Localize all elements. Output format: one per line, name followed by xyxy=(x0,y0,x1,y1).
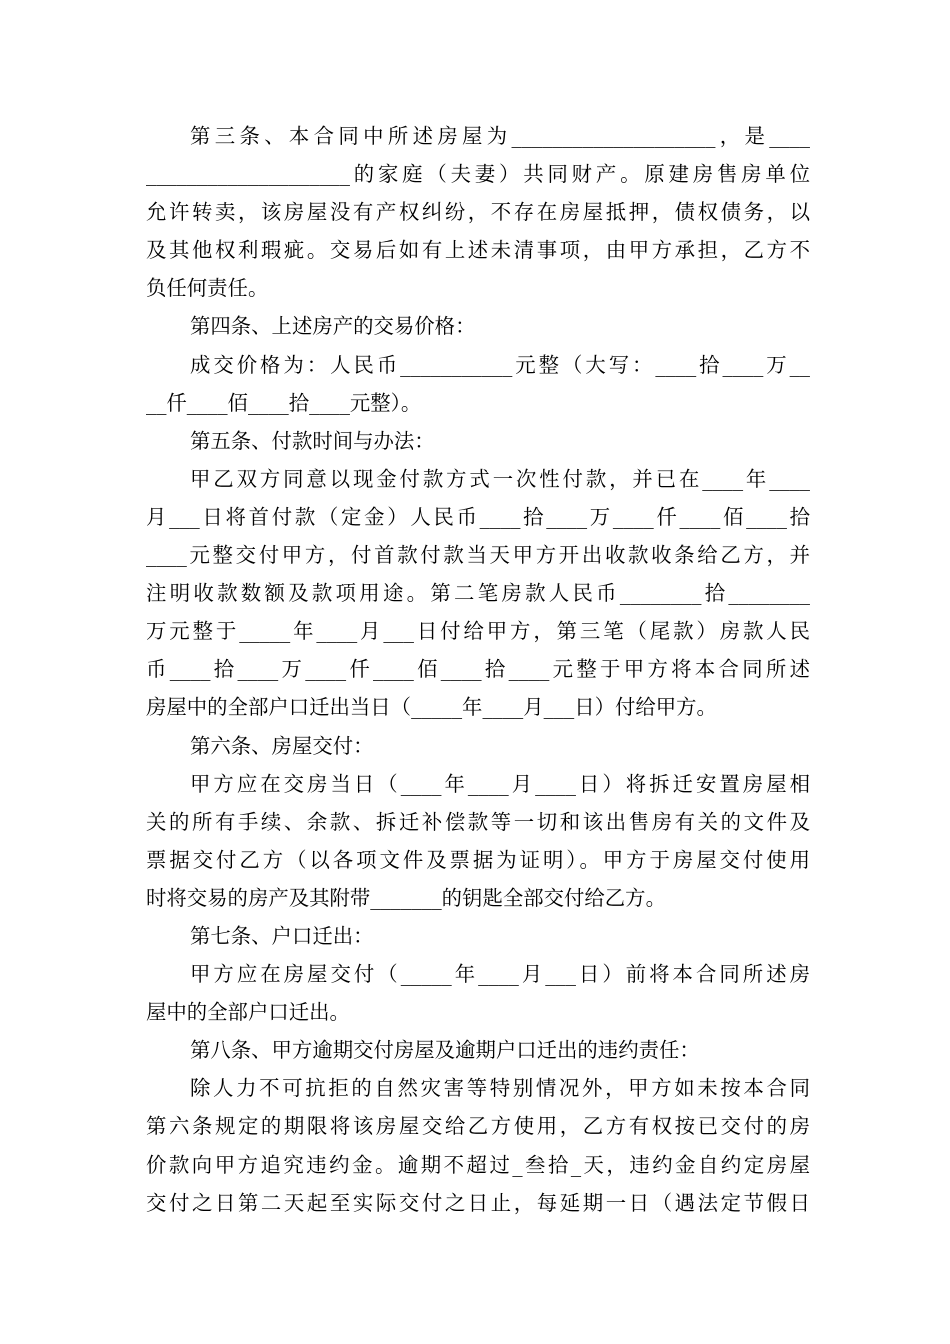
article-6-heading: 第六条、房屋交付： xyxy=(190,733,374,758)
article-8-line-3: 价款向甲方追究违约金。逾期不超过_叁拾_天，违约金自约定房屋 xyxy=(146,1152,810,1177)
article-5-line-7: 房屋中的全部户口迁出当日（_____年____月___日）付给甲方。 xyxy=(146,695,717,720)
article-4-line-1: 成交价格为：人民币___________元整（大写：____拾____万__ xyxy=(190,352,810,377)
article-4-heading: 第四条、上述房产的交易价格： xyxy=(190,314,476,339)
article-3-line-4: 及其他权利瑕疵。交易后如有上述未清事项，由甲方承担，乙方不 xyxy=(146,238,810,263)
article-4-line-2: __仟____佰____拾____元整）。 xyxy=(146,390,422,415)
article-8-line-2: 第六条规定的期限将该房屋交给乙方使用，乙方有权按已交付的房 xyxy=(146,1114,810,1139)
article-5-line-6: 币____拾____万____仟____佰____拾____元整于甲方将本合同所述 xyxy=(146,657,810,682)
article-5-line-3: ____元整交付甲方，付首款付款当天甲方开出收款收条给乙方，并 xyxy=(146,543,810,568)
article-5-heading: 第五条、付款时间与办法： xyxy=(190,428,435,453)
article-6-line-1: 甲方应在交房当日（____年____月____日）将拆迁安置房屋相 xyxy=(190,771,810,796)
article-8-line-4: 交付之日第二天起至实际交付之日止，每延期一日（遇法定节假日 xyxy=(146,1190,810,1215)
article-5-line-5: 万元整于_____年____月___日付给甲方，第三笔（尾款）房款人民 xyxy=(146,619,810,644)
article-3-line-5: 负任何责任。 xyxy=(146,276,269,301)
article-3-line-1: 第三条、本合同中所述房屋为____________________，是____ xyxy=(190,124,810,148)
article-6-line-2: 关的所有手续、余款、拆迁补偿款等一切和该出售房有关的文件及 xyxy=(146,809,810,834)
article-8-line-1: 除人力不可抗拒的自然灾害等特别情况外，甲方如未按本合同 xyxy=(190,1076,810,1101)
article-5-line-2: 月___日将首付款（定金）人民币____拾____万____仟____佰____拾 xyxy=(146,504,810,529)
article-7-line-1: 甲方应在房屋交付（_____年____月___日）前将本合同所述房 xyxy=(190,962,810,987)
article-7-line-2: 屋中的全部户口迁出。 xyxy=(146,1000,350,1025)
article-6-line-3: 票据交付乙方（以各项文件及票据为证明）。甲方于房屋交付使用 xyxy=(146,847,810,872)
article-5-line-4: 注明收款数额及款项用途。第二笔房款人民币________拾________ xyxy=(146,581,810,606)
article-7-heading: 第七条、户口迁出： xyxy=(190,923,374,948)
article-8-heading: 第八条、甲方逾期交付房屋及逾期户口迁出的违约责任： xyxy=(190,1038,700,1063)
article-6-line-4: 时将交易的房产及其附带_______的钥匙全部交付给乙方。 xyxy=(146,885,666,910)
article-3-line-2: ____________________的家庭（夫妻）共同财产。原建房售房单位 xyxy=(146,162,810,187)
article-5-line-1: 甲乙双方同意以现金付款方式一次性付款，并已在____年____ xyxy=(190,466,810,491)
article-3-line-3: 允许转卖，该房屋没有产权纠纷，不存在房屋抵押，债权债务，以 xyxy=(146,200,810,225)
contract-body xyxy=(146,117,810,1222)
